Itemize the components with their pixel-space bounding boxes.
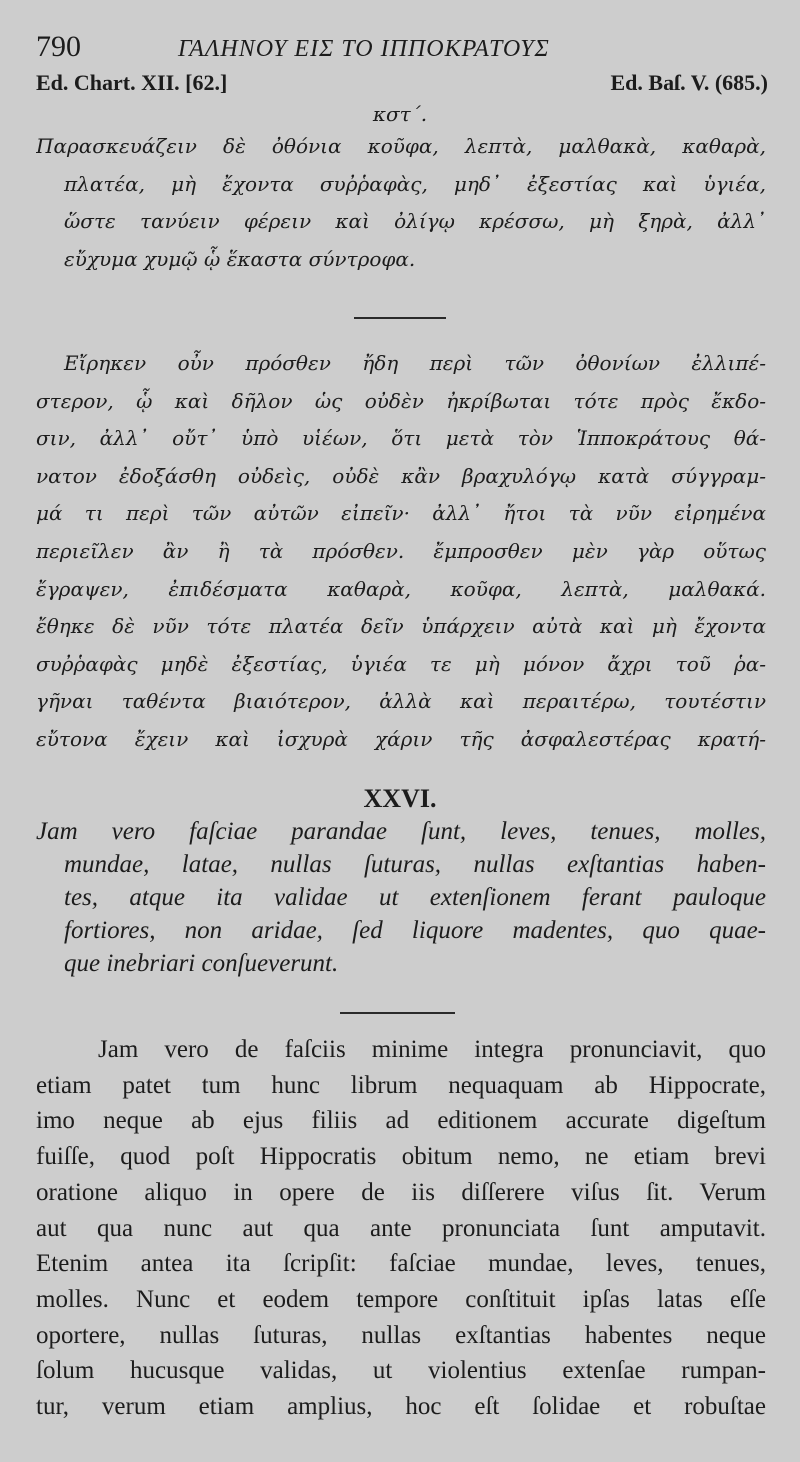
section-numeral: XXVI. [363, 784, 437, 813]
text-line: etiam patet tum hunc librum nequaquam ab Hippocrate, [36, 1071, 766, 1099]
text-line: Παρασκευάζειν δὲ ὀθόνια κοῦφα, λεπτὰ, μαλθακὰ, καθαρὰ, [36, 134, 766, 158]
text-line: πλατέα, μὴ ἔχοντα συῤῥαφὰς, μηδ᾽ ἐξεστίας καὶ ὑγιέα, [64, 171, 766, 196]
text-line: στερον, ᾧ καὶ δῆλον ὡς οὐδὲν ἠκρίβωται τότε πρὸς ἔκδο- [36, 388, 766, 413]
text-line: fuiſſe, quod poſt Hippocratis obitum nemo, ne etiam brevi [36, 1143, 766, 1171]
commentary-latin [36, 1032, 766, 1425]
text-line: ἔθηκε δὲ νῦν τότε πλατέα δεῖν ὑπάρχειν αὐτὰ καὶ μὴ ἔχοντα [36, 614, 766, 639]
commentary-greek [36, 345, 766, 759]
text-line: σιν, ἀλλ᾽ οὔτ᾽ ὑπὸ υἱέων, ὅτι μετὰ τὸν Ἱπποκράτους θά- [36, 426, 766, 451]
text-line: tur, verum etiam amplius, hoc eſt ſolidae et robuſtae [36, 1393, 766, 1421]
aphorism-greek [36, 128, 766, 278]
text-line: ἔγραψεν, ἐπιδέσματα καθαρὰ, κοῦφα, λεπτὰ, μαλθακά. [36, 576, 766, 601]
text-line: oratione aliquo in opere de iis diſſerere viſus ſit. Verum [36, 1178, 766, 1206]
text-line: συῤῥαφὰς μηδὲ ἐξεστίας, ὑγιέα τε μὴ μόνον ἄχρι τοῦ ῥα- [36, 651, 766, 676]
text-line: fortiores, non aridae, ſed liquore madentes, quo quae- [64, 917, 766, 944]
text-line: Εἴρηκεν οὖν πρόσθεν ἤδη περὶ τῶν ὀθονίων ἐλλιπέ- [64, 351, 766, 375]
text-line: γῆναι ταθέντα βιαιότερον, ἀλλὰ καὶ περαιτέρω, τουτέστιν [36, 689, 766, 714]
edition-references [36, 70, 768, 96]
text-line: περιεῖλεν ἂν ἢ τὰ πρόσθεν. ἔμπροσθεν μὲν γὰρ οὕτως [36, 538, 766, 563]
text-line: μά τι περὶ τῶν αὐτῶν εἰπεῖν· ἀλλ᾽ ἤτοι τὰ νῦν εἰρημένα [36, 501, 766, 526]
text-line: oportere, nullas ſuturas, nullas exſtantias habentes neque [36, 1321, 766, 1349]
aphorism-latin [36, 815, 766, 980]
text-line: ſolum hucusque validas, ut violentius extenſae rumpan- [36, 1357, 766, 1385]
text-line: Jam vero de faſciis minime integra pronunciavit, quo [98, 1036, 766, 1063]
page-header [36, 30, 764, 64]
text-line: εὔχυμα χυμῷ ᾧ ἕκαστα σύντροφα. [64, 246, 416, 271]
text-line: εὔτονα ἔχειν καὶ ἰσχυρὰ χάριν τῆς ἀσφαλεστέρας κρατή- [36, 726, 766, 751]
ed-bas-reference: Ed. Baſ. V. (685.) [610, 70, 768, 95]
text-line: ὥστε τανύειν φέρειν καὶ ὀλίγῳ κρέσσω, μὴ ξηρὰ, ἀλλ᾽ [64, 209, 766, 234]
text-line: imo neque ab ejus filiis ad editionem accurate digeſtum [36, 1107, 766, 1135]
text-line: aut qua nunc aut qua ante pronunciata ſunt amputavit. [36, 1214, 766, 1242]
text-line: Jam vero faſciae parandae ſunt, leves, tenues, molles, [36, 818, 766, 845]
page-number: 790 [36, 30, 81, 63]
divider-rule [340, 1012, 455, 1014]
divider-rule [354, 317, 446, 319]
text-line: mundae, latae, nullas ſuturas, nullas exſtantias haben- [64, 851, 766, 878]
text-line: molles. Nunc et eodem tempore conſtituit ipſas latas eſſe [36, 1285, 766, 1313]
running-title: ΓΑΛΗΝΟΥ ΕΙΣ ΤΟ ΙΠΠΟΚΡΑΤΟΥΣ [178, 36, 550, 62]
text-line: que inebriari conſueverunt. [64, 950, 339, 977]
text-line: tes, atque ita validae ut extenſionem ferant pauloque [64, 884, 766, 911]
text-line: Etenim antea ita ſcripſit: faſciae mundae, leves, tenues, [36, 1250, 766, 1278]
ed-chart-reference: Ed. Chart. XII. [62.] [36, 70, 228, 95]
text-line: νατον ἐδοξάσθη οὐδεὶς, οὐδὲ κἂν βραχυλόγῳ κατὰ σύγγραμ- [36, 463, 766, 488]
section-mark: κστ΄. [372, 102, 428, 126]
